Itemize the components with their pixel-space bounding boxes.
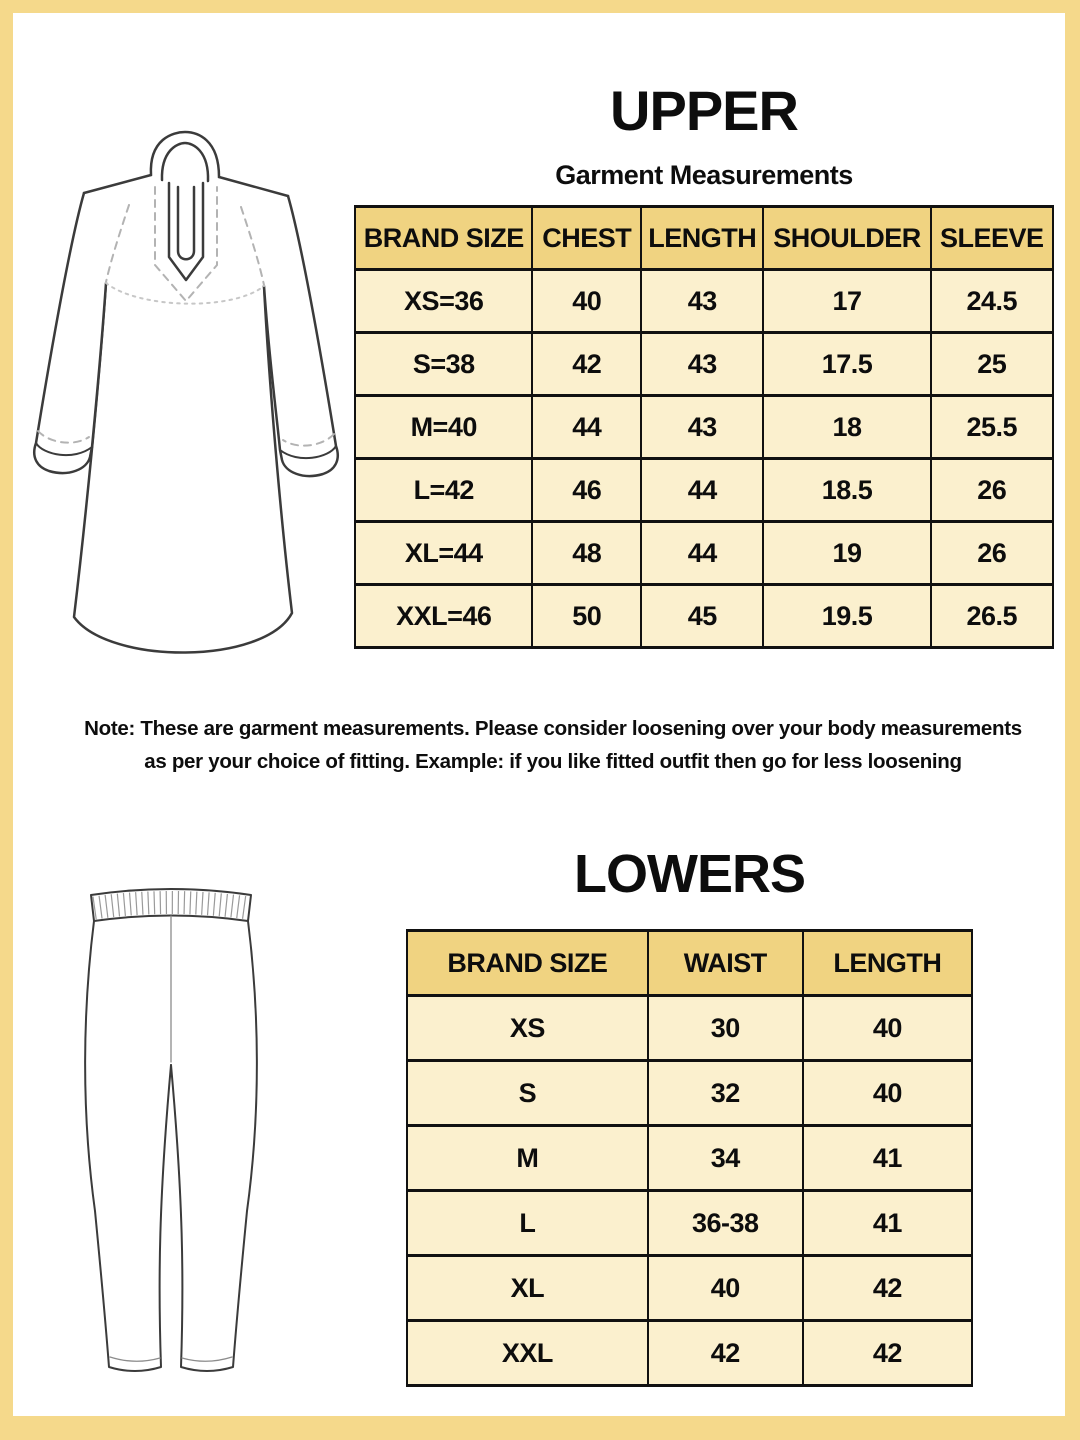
brand-size-cell: XXL=46 [355,585,532,648]
measurement-cell: 42 [648,1321,803,1386]
measurement-cell: 40 [803,996,972,1061]
pants-waistband-ribs [94,903,248,909]
table-row [355,522,1053,585]
column-header: WAIST [648,931,803,996]
measurement-cell: 18.5 [763,459,930,522]
column-header: SLEEVE [931,207,1053,270]
upper-measurements-table [354,205,1054,649]
table-row [407,1061,972,1126]
measurement-cell: 19.5 [763,585,930,648]
kurta-illustration [29,125,354,675]
measurement-cell: 42 [532,333,641,396]
table-row [355,459,1053,522]
measurement-cell: 41 [803,1126,972,1191]
kurta-placket-dashed [155,187,217,301]
table-row [355,396,1053,459]
measurement-cell: 26.5 [931,585,1053,648]
measurement-cell: 17.5 [763,333,930,396]
measurement-cell: 44 [641,459,763,522]
column-header: BRAND SIZE [407,931,648,996]
measurement-cell: 26 [931,522,1053,585]
table-row [355,270,1053,333]
measurement-cell: 42 [803,1321,972,1386]
measurement-cell: 43 [641,396,763,459]
brand-size-cell: M=40 [355,396,532,459]
measurement-cell: 43 [641,270,763,333]
measurement-cell: 48 [532,522,641,585]
table-row [407,996,972,1061]
measurement-note [53,713,1053,779]
measurement-cell: 32 [648,1061,803,1126]
measurement-cell: 36-38 [648,1191,803,1256]
table-row [355,585,1053,648]
table-row [407,1126,972,1191]
kurta-line-drawing [29,125,354,675]
measurement-cell: 30 [648,996,803,1061]
column-header: LENGTH [641,207,763,270]
measurement-cell: 34 [648,1126,803,1191]
measurement-cell: 43 [641,333,763,396]
brand-size-cell: S=38 [355,333,532,396]
pants-right-leg [171,921,257,1371]
column-header: BRAND SIZE [355,207,532,270]
measurement-cell: 44 [641,522,763,585]
measurement-cell: 41 [803,1191,972,1256]
measurement-cell: 18 [763,396,930,459]
measurement-cell: 26 [931,459,1053,522]
table-row [407,1256,972,1321]
kurta-body-outline [74,283,292,653]
pants-illustration [71,879,271,1391]
kurta-placket [169,183,203,280]
header-row [407,931,972,996]
measurement-cell: 40 [803,1061,972,1126]
lowers-measurements-table [406,929,973,1387]
measurement-cell: 25.5 [931,396,1053,459]
upper-section-subtitle: Garment Measurements [555,160,853,190]
upper-section-title: UPPER [610,79,798,142]
measurement-cell: 46 [532,459,641,522]
measurement-cell: 50 [532,585,641,648]
measurement-cell: 19 [763,522,930,585]
brand-size-cell: M [407,1126,648,1191]
column-header: LENGTH [803,931,972,996]
brand-size-cell: XL=44 [355,522,532,585]
measurement-cell: 24.5 [931,270,1053,333]
pants-line-drawing [71,879,271,1391]
note-line-1: Note: These are garment measurements. Please consider loosening over your body measurements [84,717,1022,740]
brand-size-cell: XL [407,1256,648,1321]
measurement-cell: 17 [763,270,930,333]
note-line-2: as per your choice of fitting. Example: if you like fitted outfit then go for less loosening [144,749,962,773]
pants-left-leg [85,921,171,1371]
brand-size-cell: XS [407,996,648,1061]
measurement-cell: 40 [532,270,641,333]
measurement-cell: 40 [648,1256,803,1321]
measurement-cell: 44 [532,396,641,459]
lowers-section-title: LOWERS [574,844,805,904]
brand-size-cell: L=42 [355,459,532,522]
measurement-cell: 42 [803,1256,972,1321]
brand-size-cell: XXL [407,1321,648,1386]
table-row [355,333,1053,396]
column-header: CHEST [532,207,641,270]
brand-size-cell: XS=36 [355,270,532,333]
table-row [407,1321,972,1386]
header-row [355,207,1053,270]
measurement-cell: 25 [931,333,1053,396]
measurement-cell: 45 [641,585,763,648]
column-header: SHOULDER [763,207,930,270]
brand-size-cell: L [407,1191,648,1256]
table-row [407,1191,972,1256]
brand-size-cell: S [407,1061,648,1126]
